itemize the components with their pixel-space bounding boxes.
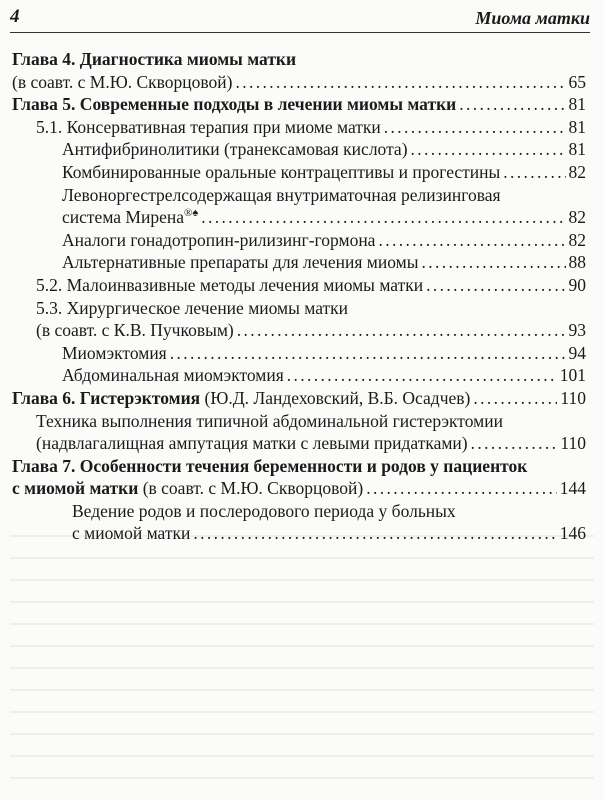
toc-entry-title: Абдоминальная миомэктомия (62, 365, 284, 386)
toc-entry-section-5-2[interactable] (12, 274, 586, 297)
toc-entry-antifibrinolytics[interactable] (12, 138, 586, 161)
leader-dots (287, 364, 557, 387)
leader-dots (201, 206, 565, 229)
leader-dots (459, 93, 565, 116)
toc-entry-chapter-7[interactable] (12, 455, 586, 478)
toc-entry-mirena[interactable] (12, 184, 586, 207)
toc-page-number: 81 (568, 139, 586, 160)
toc-entry-title: Глава 6. Гистерэктомия (12, 387, 201, 408)
toc-page-number: 82 (568, 161, 586, 182)
leader-dots (384, 116, 566, 139)
toc-entry-coauthor: (в соавт. с М.Ю. Скворцовой) (142, 478, 364, 499)
toc-page-number: 146 (559, 523, 586, 544)
toc-page-number: 82 (568, 207, 586, 228)
toc-entry-oral-contraceptives[interactable] (12, 161, 586, 184)
toc-entry-chapter-4-cont[interactable] (12, 71, 586, 94)
toc-page-number: 65 (568, 71, 586, 92)
toc-page-number: 81 (568, 94, 586, 115)
toc-entry-alternative-drugs[interactable] (12, 251, 586, 274)
toc-page-number: 81 (568, 116, 586, 137)
toc-entry-myomectomy[interactable] (12, 342, 586, 365)
leader-dots (237, 319, 566, 342)
toc-entry-title: Аналоги гонадотропин-рилизинг-гормона (62, 229, 376, 250)
leader-dots (471, 432, 558, 455)
toc-entry-title: Левоноргестрелсодержащая внутриматочная релизинговая (62, 184, 501, 205)
page-header (10, 4, 590, 33)
leader-dots (378, 229, 565, 252)
toc-entry-hysterectomy-technique-cont[interactable] (12, 432, 586, 455)
toc-entry-title: Глава 7. Особенности течения беременности и родов у пациенток (12, 455, 528, 476)
leader-dots (236, 71, 566, 94)
toc-entry-title: Антифибринолитики (транексамовая кислота) (62, 139, 408, 160)
leader-dots (170, 342, 566, 365)
toc-entry-title: 5.2. Малоинвазивные методы лечения миомы матки (36, 274, 424, 295)
toc-entry-title: с миомой матки (12, 478, 139, 499)
toc-entry-gnrh-analogs[interactable] (12, 229, 586, 252)
leader-dots (411, 138, 566, 161)
toc-entry-title: Глава 4. Диагностика миомы матки (12, 49, 297, 69)
toc-entry-authors: (Ю.Д. Ландеховский, В.Б. Осадчев) (204, 387, 471, 408)
toc-entry-section-5-3-cont[interactable] (12, 319, 586, 342)
toc-entry-title: Глава 5. Современные подходы в лечении миомы матки (12, 94, 457, 115)
toc-entry-coauthor: (в соавт. с М.Ю. Скворцовой) (12, 71, 233, 92)
leader-dots (366, 477, 557, 500)
running-title: Миома матки (475, 8, 590, 28)
toc-entry-title: с миомой матки (72, 523, 191, 544)
toc-page-number: 110 (560, 387, 586, 408)
toc-entry-mirena-cont[interactable] (12, 206, 586, 229)
table-of-contents (12, 48, 586, 545)
toc-page-number: 82 (568, 229, 586, 250)
toc-entry-chapter-7-cont[interactable] (12, 477, 586, 500)
toc-entry-title (62, 206, 198, 229)
toc-entry-section-5-3[interactable] (12, 297, 586, 320)
toc-page-number: 101 (559, 365, 586, 386)
toc-entry-chapter-5[interactable] (12, 93, 586, 116)
leader-dots (503, 161, 565, 184)
toc-entry-title: Техника выполнения типичной абдоминальной гистерэктомии (36, 410, 503, 431)
toc-page-number: 144 (559, 478, 586, 499)
registered-mark: ®♠ (184, 207, 199, 220)
toc-entry-coauthor: (в соавт. с К.В. Пучковым) (36, 320, 234, 341)
toc-entry-chapter-6[interactable] (12, 387, 586, 410)
toc-entry-section-5-1[interactable] (12, 116, 586, 139)
toc-entry-title: 5.3. Хирургическое лечение миомы матки (36, 297, 349, 318)
toc-entry-hysterectomy-technique[interactable] (12, 410, 586, 433)
toc-entry-title-text: система Мирена (62, 207, 184, 228)
toc-entry-abdominal-myomectomy[interactable] (12, 364, 586, 387)
toc-entry-title: Комбинированные оральные контрацептивы и прогестины (62, 161, 501, 182)
leader-dots (421, 251, 565, 274)
bleed-through-texture (10, 535, 594, 790)
toc-page-number: 90 (568, 274, 586, 295)
leader-dots (426, 274, 565, 297)
toc-entry-title: Миомэктомия (62, 342, 167, 363)
toc-entry-title: Ведение родов и послеродового периода у больных (72, 500, 456, 521)
toc-page-number: 94 (568, 342, 586, 363)
toc-entry-chapter-4[interactable] (12, 48, 586, 71)
toc-entry-title: Альтернативные препараты для лечения миомы (62, 252, 419, 273)
toc-entry-title: 5.1. Консервативная терапия при миоме матки (36, 116, 381, 137)
leader-dots (473, 387, 557, 410)
toc-entry-title: (надвлагалищная ампутация матки с левыми придатками) (36, 433, 468, 454)
toc-page-number: 93 (568, 320, 586, 341)
toc-page-number: 110 (560, 433, 586, 454)
toc-entry-labor-management[interactable] (12, 500, 586, 523)
page-number: 4 (10, 6, 20, 27)
toc-page-number: 88 (568, 252, 586, 273)
